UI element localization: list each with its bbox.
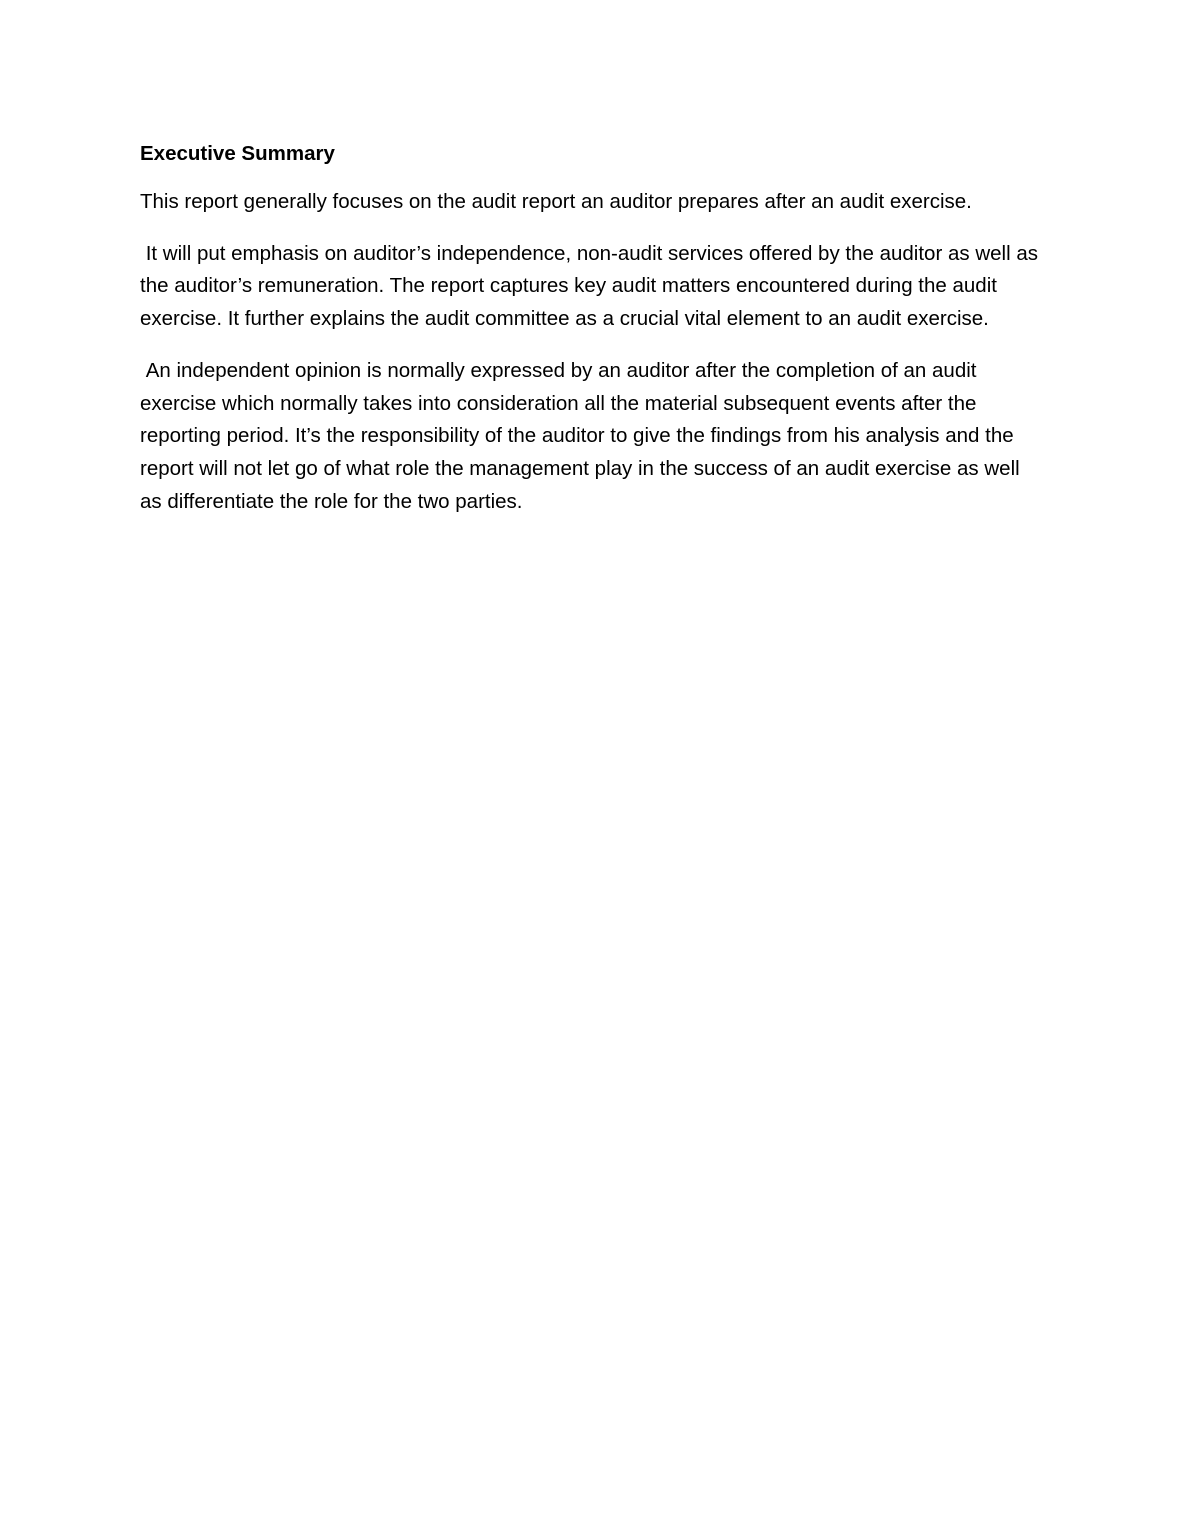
document-body [140, 140, 1045, 537]
paragraph-opinion: An independent opinion is normally expressed by an auditor after the completion of an audit exercise which normally takes into consideration all the material subsequent events after the reporting period. It’s the responsibility of the auditor to give the findings from his analysis and the report will not let go of what role the management play in the success of an audit exercise as well as differentiate the role for the two parties. [140, 358, 1026, 513]
paragraph-emphasis: It will put emphasis on auditor’s independence, non-audit services offered by the auditor as well as the auditor’s remuneration. The report captures key audit matters encountered during the audit exercise. It further explains the audit committee as a crucial vital element to an audit exercise. [140, 241, 1044, 331]
paragraph-intro: This report generally focuses on the audit report an auditor prepares after an audit exercise. [140, 190, 972, 213]
section-heading: Executive Summary [140, 142, 335, 165]
